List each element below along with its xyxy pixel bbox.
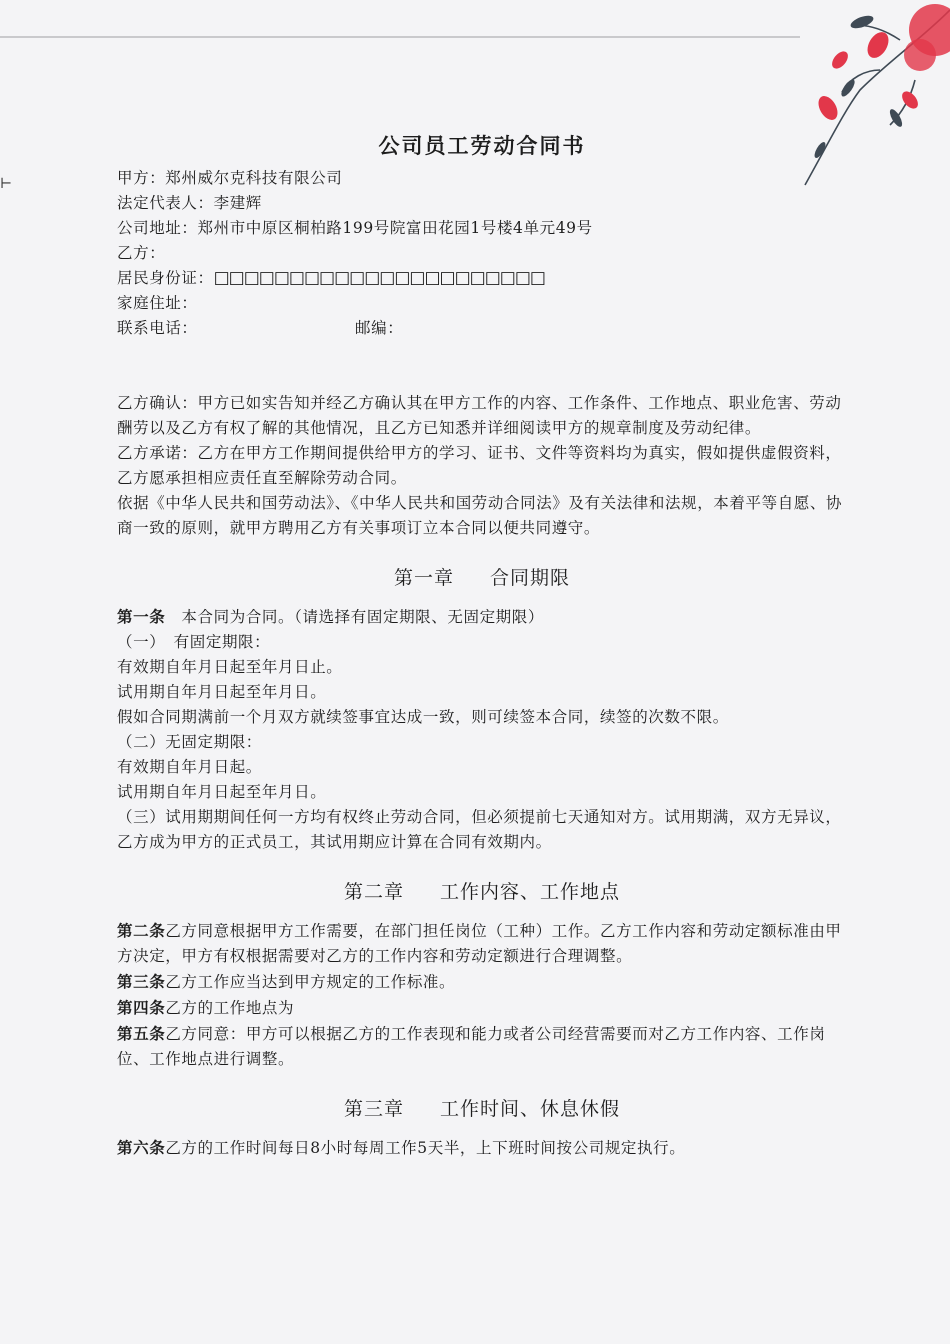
chapter-3-name: 工作时间、休息休假 — [440, 1098, 621, 1120]
open-term-valid: 有效期自年月日起。 — [117, 758, 262, 776]
fixed-term-probation: 试用期自年月日起至年月日。 — [117, 683, 327, 701]
article-3-label: 第三条 — [117, 972, 166, 991]
chapter-1-name: 合同期限 — [490, 567, 571, 589]
article-1-label: 第一条 — [117, 607, 166, 626]
open-term-heading: （二）无固定期限： — [117, 733, 262, 751]
article-4-label: 第四条 — [117, 998, 166, 1017]
home-address: 家庭住址： — [117, 294, 198, 312]
party-a: 甲方：郑州威尔克科技有限公司 — [117, 169, 343, 187]
chapter-3-heading — [117, 1094, 847, 1121]
article-1 — [117, 604, 847, 630]
contact-row — [117, 316, 847, 341]
article-6 — [117, 1135, 847, 1161]
article-3-text: 乙方工作应当达到甲方规定的工作标准。 — [165, 973, 456, 991]
open-term-probation: 试用期自年月日起至年月日。 — [117, 783, 327, 801]
article-2-text: 乙方同意根据甲方工作需要，在部门担任岗位（工种）工作。乙方工作内容和劳动定额标准由甲方决定，甲方有权根据需要对乙方的工作内容和劳动定额进行合理调整。 — [117, 922, 842, 965]
company-address: 公司地址：郑州市中原区桐柏路199号院富田花园1号楼4单元49号 — [117, 219, 593, 237]
fixed-term-heading: （一） 有固定期限： — [117, 633, 271, 651]
document-title: 公司员工劳动合同书 — [378, 133, 586, 158]
contract-document — [117, 130, 847, 1161]
id-label: 居民身份证： — [117, 269, 214, 287]
left-margin-mark: ⊢ — [0, 176, 13, 192]
id-number-row — [117, 266, 847, 291]
article-5-label: 第五条 — [117, 1024, 166, 1043]
chapter-2-name: 工作内容、工作地点 — [440, 881, 621, 903]
legal-representative: 法定代表人：李建辉 — [117, 194, 262, 212]
article-6-text: 乙方的工作时间每日8小时每周工作5天半，上下班时间按公司规定执行。 — [165, 1139, 686, 1157]
chapter-1-heading — [117, 563, 847, 590]
article-1-text: 本合同为合同。（请选择有固定期限、无固定期限） — [165, 608, 544, 626]
chapter-3-number: 第三章 — [343, 1098, 404, 1120]
article-2-label: 第二条 — [117, 921, 166, 940]
article-5-text: 乙方同意：甲方可以根据乙方的工作表现和能力或者公司经营需要而对乙方工作内容、工作岗位、工作地点进行调整。 — [117, 1025, 826, 1068]
chapter-2-number: 第二章 — [343, 881, 404, 903]
chapter-2-heading — [117, 877, 847, 904]
postcode-label: 邮编： — [355, 319, 404, 337]
fixed-term-valid: 有效期自年月日起至年月日止。 — [117, 658, 343, 676]
top-rule — [0, 36, 800, 38]
party-b: 乙方： — [117, 244, 166, 262]
phone-label: 联系电话： — [117, 319, 198, 337]
basis-paragraph: 依据《中华人民共和国劳动法》、《中华人民共和国劳动合同法》及有关法律和法规，本着平等自愿、协商一致的原则，就甲方聘用乙方有关事项订立本合同以便共同遵守。 — [117, 494, 843, 537]
promise-paragraph: 乙方承诺：乙方在甲方工作期间提供给甲方的学习、证书、文件等资料均为真实，假如提供虚假资料，乙方愿承担相应责任直至解除劳动合同。 — [117, 444, 842, 487]
article-2 — [117, 918, 847, 969]
id-number-boxes: □□□□□□□□□□□□□□□□□□□□□□ — [213, 268, 545, 288]
article-4-text: 乙方的工作地点为 — [165, 999, 295, 1017]
confirm-paragraph: 乙方确认：甲方已如实告知并经乙方确认其在甲方工作的内容、工作条件、工作地点、职业危害、劳动酬劳以及乙方有权了解的其他情况，且乙方已知悉并详细阅读甲方的规章制度及劳动纪律。 — [117, 394, 842, 437]
fixed-term-renewal: 假如合同期满前一个月双方就续签事宜达成一致，则可续签本合同，续签的次数不限。 — [117, 708, 729, 726]
article-5 — [117, 1021, 847, 1072]
article-4 — [117, 995, 847, 1021]
article-3 — [117, 969, 847, 995]
article-6-label: 第六条 — [117, 1138, 166, 1157]
probation-termination: （三）试用期期间任何一方均有权终止劳动合同，但必须提前七天通知对方。试用期满，双方无异议，乙方成为甲方的正式员工，其试用期应计算在合同有效期内。 — [117, 808, 842, 851]
chapter-1-number: 第一章 — [393, 567, 454, 589]
